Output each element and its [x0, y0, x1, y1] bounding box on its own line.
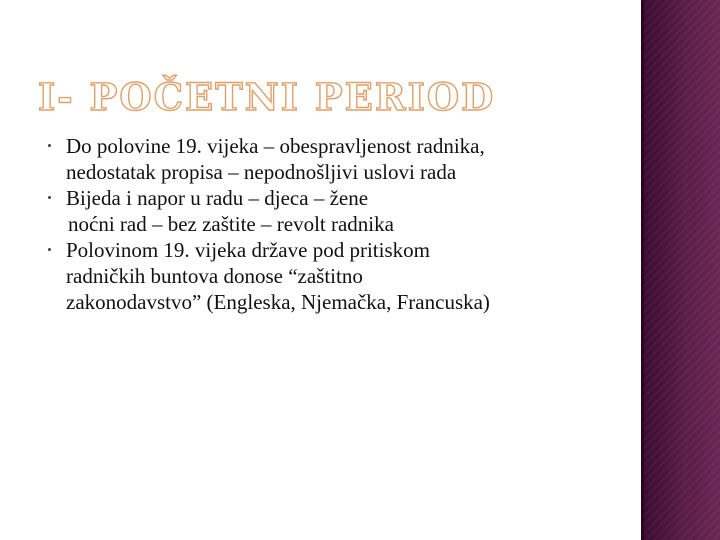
bullet-list — [40, 133, 620, 315]
bullet-line: Polovinom 19. vijeka države pod pritiskom — [66, 238, 430, 262]
bullet-item — [40, 185, 620, 211]
bullet-line: zakonodavstvo” (Engleska, Njemačka, Francuska) — [66, 290, 490, 314]
decorative-side-panel — [641, 0, 720, 540]
bullet-line: Bijeda i napor u radu – djeca – žene — [66, 186, 369, 210]
panel-texture — [641, 0, 720, 540]
bullet-marker-icon — [48, 196, 51, 199]
bullet-item — [40, 237, 620, 315]
bullet-line: radničkih buntova donose “zaštitno — [66, 264, 363, 288]
bullet-item — [40, 133, 620, 185]
bullet-line: nedostatak propisa – nepodnošljivi uslovi rada — [66, 160, 457, 184]
bullet-marker-icon — [48, 248, 51, 251]
bullet-marker-icon — [48, 144, 51, 147]
continuation-line: noćni rad – bez zaštite – revolt radnika — [68, 212, 394, 236]
panel-edge — [641, 0, 644, 540]
bullet-line: Do polovine 19. vijeka – obespravljenost radnika, — [66, 134, 485, 158]
slide-title: I- POČETNI PERIOD — [38, 75, 496, 119]
